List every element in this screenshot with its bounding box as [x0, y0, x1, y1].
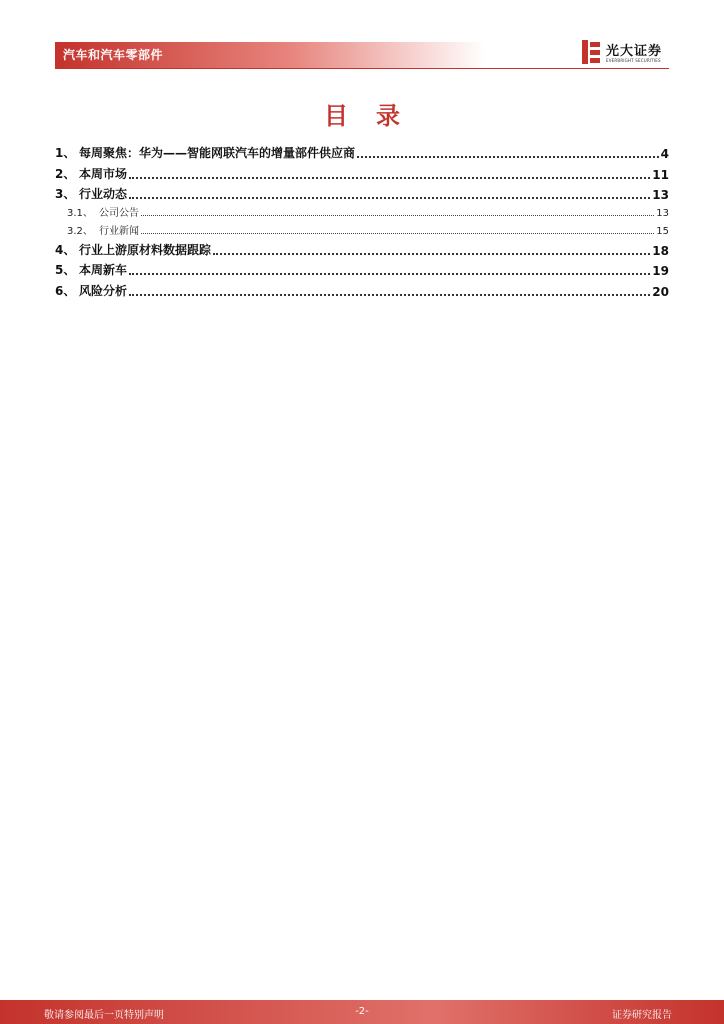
toc-entry[interactable]	[55, 143, 669, 161]
toc-entry-text: 行业动态	[79, 187, 128, 201]
toc-title: 目录	[324, 102, 428, 130]
company-logo	[582, 40, 670, 66]
toc-entry-number: 3、	[55, 187, 76, 201]
toc-entry-page: 15	[656, 226, 669, 237]
toc-subentry[interactable]	[67, 223, 669, 237]
logo-mark-icon	[582, 40, 600, 64]
toc-entry[interactable]	[55, 184, 669, 202]
toc-entry-number: 6、	[55, 284, 76, 298]
toc-entry-text: 本周新车	[79, 263, 128, 277]
toc-leader-dots	[129, 273, 650, 275]
toc-entry[interactable]	[55, 281, 669, 299]
toc-leader-dots	[129, 197, 650, 199]
toc-entry-text: 行业新闻	[99, 226, 139, 237]
toc-entry-page: 13	[656, 208, 669, 219]
toc-entry-number: 3.1、	[67, 208, 93, 219]
toc-entry-page: 4	[660, 147, 669, 161]
toc-entry-text: 风险分析	[79, 284, 128, 298]
toc-entry-text: 行业上游原材料数据跟踪	[79, 243, 212, 257]
toc-entry-number: 1、	[55, 146, 76, 160]
toc-entry-page: 11	[652, 168, 669, 182]
toc-entry-number: 4、	[55, 243, 76, 257]
section-label: 汽车和汽车零部件	[63, 48, 164, 62]
toc-entry-page: 19	[652, 264, 669, 278]
toc-entry-page: 20	[652, 285, 669, 299]
toc-entry-page: 13	[652, 188, 669, 202]
toc-leader-dots	[213, 253, 650, 255]
footer-doc-type: 证券研究报告	[612, 1010, 672, 1021]
toc-entry-page: 18	[652, 244, 669, 258]
toc-leader-dots	[141, 233, 654, 234]
logo-name-cn: 光大证券	[606, 44, 663, 59]
toc-subentry[interactable]	[67, 205, 669, 219]
toc-entry-number: 3.2、	[67, 226, 93, 237]
toc-entry-text: 每周聚焦：华为——智能网联汽车的增量部件供应商	[79, 146, 356, 160]
toc-entry-number: 2、	[55, 167, 76, 181]
toc-entry-number: 5、	[55, 263, 76, 277]
toc-entry-text: 公司公告	[99, 208, 139, 219]
toc-leader-dots	[141, 215, 654, 216]
toc-entry[interactable]	[55, 164, 669, 182]
logo-name-en: EVERBRIGHT SECURITIES	[606, 58, 661, 63]
toc-leader-dots	[129, 294, 650, 296]
toc-entry-text: 本周市场	[79, 167, 128, 181]
toc-leader-dots	[129, 177, 650, 179]
header-divider	[55, 68, 669, 69]
footer-disclaimer: 敬请参阅最后一页特别声明	[44, 1010, 164, 1021]
toc-leader-dots	[357, 156, 659, 158]
toc-entry[interactable]	[55, 240, 669, 258]
toc-entry[interactable]	[55, 260, 669, 278]
footer-page-number: -2-	[355, 1006, 369, 1017]
